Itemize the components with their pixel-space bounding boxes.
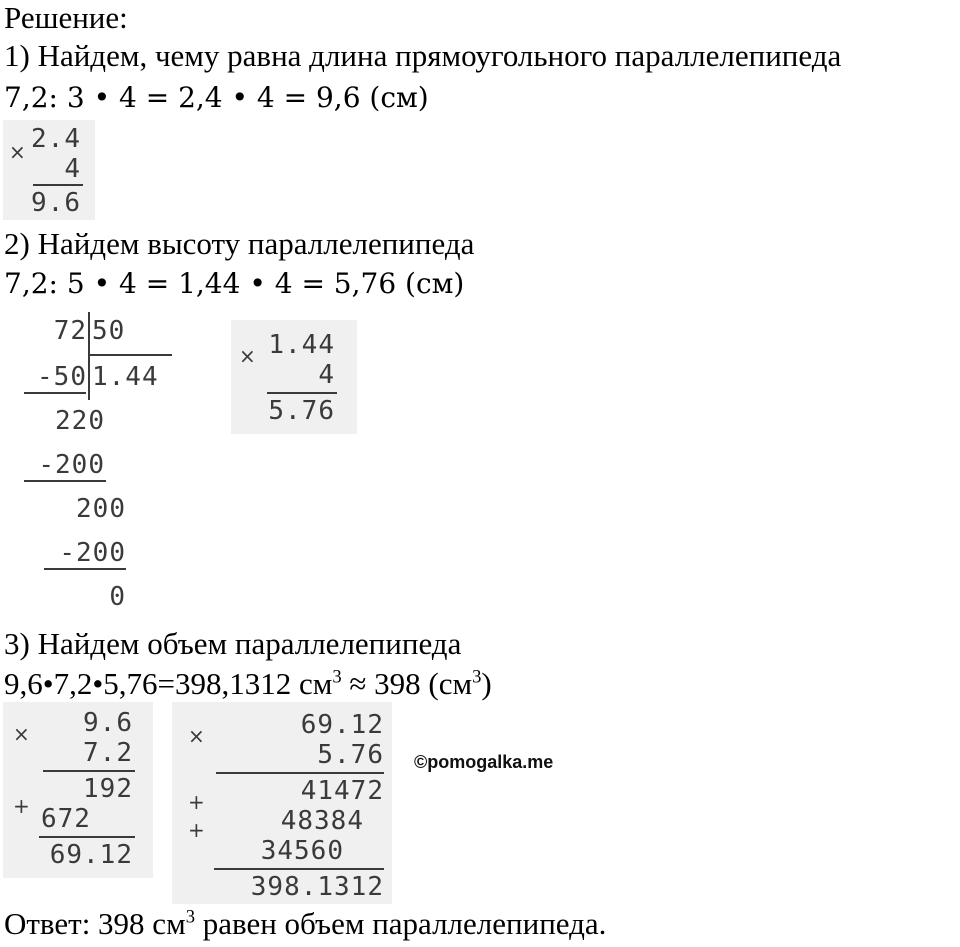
plus-sign: + [13, 794, 30, 818]
division-bar [88, 312, 90, 400]
mult-line [267, 392, 337, 394]
watermark: ©pomogalka.me [414, 752, 554, 772]
division-row: -50 [37, 362, 87, 392]
mult-line [43, 770, 135, 772]
division-row: -200 [59, 538, 126, 568]
mult-line [33, 184, 83, 186]
step1-title: 1) Найдем, чему равна длина прямоугольного параллелепипеда [4, 38, 842, 73]
answer-line: Ответ: 398 $см^3$ равен объем параллелепипеда. [4, 906, 607, 941]
partial-product: 34560 [260, 836, 344, 866]
division-line [24, 392, 86, 394]
step2-multiplication [231, 320, 357, 434]
multiply-sign: × [239, 344, 256, 368]
step2-title: 2) Найдем высоту параллелепипеда [4, 226, 475, 261]
multiply-sign: × [13, 722, 30, 746]
product: 398.1312 [250, 872, 384, 902]
factor-b: 5.76 [317, 740, 384, 770]
step2-equation: 7,2: 5 • 4 = 1,44 • 4 = 5,76 (см) [4, 267, 465, 300]
division-row: -200 [38, 450, 105, 480]
plus-sign: + [188, 790, 205, 814]
step3-multiplication-1 [3, 702, 153, 878]
divisor: 50 [92, 316, 126, 346]
partial-product: 48384 [280, 806, 364, 836]
dividend: 72 [53, 316, 87, 346]
partial-product: 192 [83, 774, 133, 804]
factor-a: 2.4 [31, 124, 81, 154]
solution-heading: Решение: [4, 0, 128, 35]
divisor-line [88, 354, 172, 356]
plus-sign: + [188, 818, 205, 842]
division-row: 0 [109, 582, 126, 612]
division-line [24, 480, 106, 482]
partial-product: 672 [41, 804, 91, 834]
multiply-sign: × [188, 724, 205, 748]
step3-equation: 9,6•7,2•5,76=398,1312 $см^3 \approx 398$ $(см^3)$ [4, 666, 492, 701]
factor-a: 69.12 [300, 710, 384, 740]
quotient: 1.44 [92, 362, 159, 392]
factor-b: 7.2 [83, 738, 133, 768]
step1-multiplication [3, 120, 95, 220]
factor-b: 4 [64, 154, 81, 184]
partial-product: 41472 [300, 776, 384, 806]
mult-line [216, 772, 384, 774]
division-row: 200 [76, 494, 126, 524]
product: 69.12 [49, 840, 133, 870]
product: 5.76 [268, 396, 335, 426]
division-row: 220 [55, 406, 105, 436]
factor-a: 9.6 [83, 708, 133, 738]
factor-b: 4 [318, 360, 335, 390]
sum-line [39, 836, 135, 838]
multiply-sign: × [9, 140, 26, 164]
step1-equation: 7,2: 3 • 4 = 2,4 • 4 = 9,6 (см) [4, 81, 429, 114]
step3-title: 3) Найдем объем параллелепипеда [4, 626, 462, 661]
step3-multiplication-2 [172, 702, 392, 904]
division-line [44, 568, 126, 570]
factor-a: 1.44 [268, 330, 335, 360]
product: 9.6 [31, 188, 81, 218]
sum-line [214, 868, 384, 870]
